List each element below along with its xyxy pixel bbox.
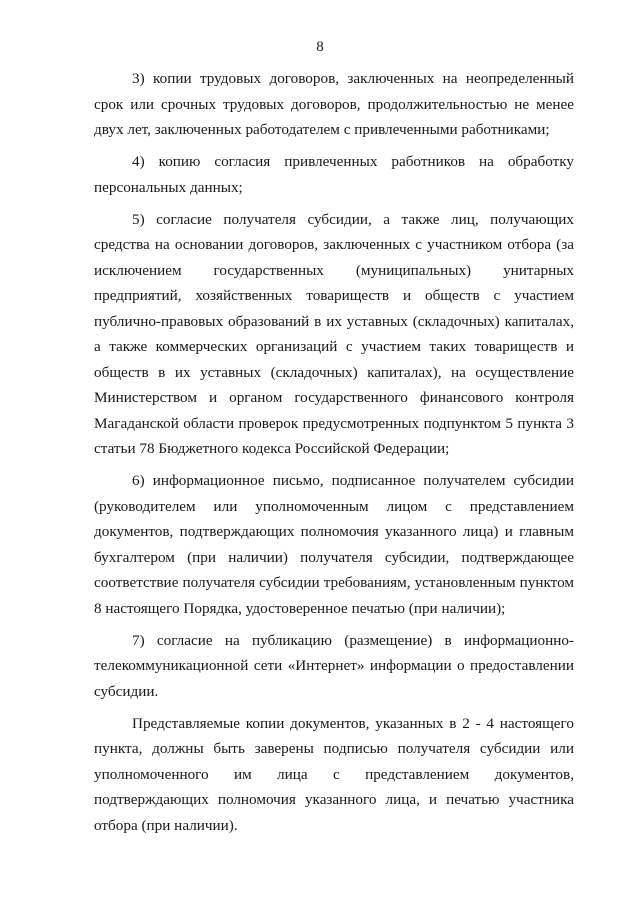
document-body (94, 66, 574, 845)
page-number: 8 (316, 39, 324, 55)
paragraph-item-4: 4) копию согласия привлеченных работников на обработку персональных данных; (94, 153, 574, 196)
paragraph-item-3: 3) копии трудовых договоров, заключенных на неопределенный срок или срочных трудовых договоров, продолжительностью не менее двух лет, заключенных работодателем с привлеченными работниками; (94, 70, 574, 138)
paragraph-item-6: 6) информационное письмо, подписанное получателем субсидии (руководителем или уполномоченным лицом с представлением документов, подтверждающих полномочия указанного лица) и главным бухгалтером (при наличии) получателя субсидии, подтверждающее соответствие получателя субсидии требованиям, установленным пунктом 8 настоящего Порядка, удостоверенное печатью (при наличии); (94, 472, 574, 617)
paragraph-copies-certification: Представляемые копии документов, указанных в 2 - 4 настоящего пункта, должны быть заверены подписью получателя субсидии или уполномоченного им лица с представлением документов, подтверждающих полномочия указанного лица, и печатью участника отбора (при наличии). (94, 714, 574, 834)
paragraph-item-5: 5) согласие получателя субсидии, а также лиц, получающих средства на основании договоров, заключенных с участником отбора (за исключением государственных (муниципальных) унитарных предприятий, хозяйственных товариществ и обществ с участием публично-правовых образований в их уставных (складочных) капиталах, а также коммерческих организаций с участием таких товариществ и обществ в их уставных (складочных) капиталах), на осуществление Министерством и органом государственного финансового контроля Магаданской области проверок предусмотренных подпунктом 5 пункта 3 статьи 78 Бюджетного кодекса Российской Федерации; (94, 210, 574, 457)
paragraph-item-7: 7) согласие на публикацию (размещение) в информационно-телекоммуникационной сети «Интернет» информации о предоставлении субсидии. (94, 631, 574, 700)
